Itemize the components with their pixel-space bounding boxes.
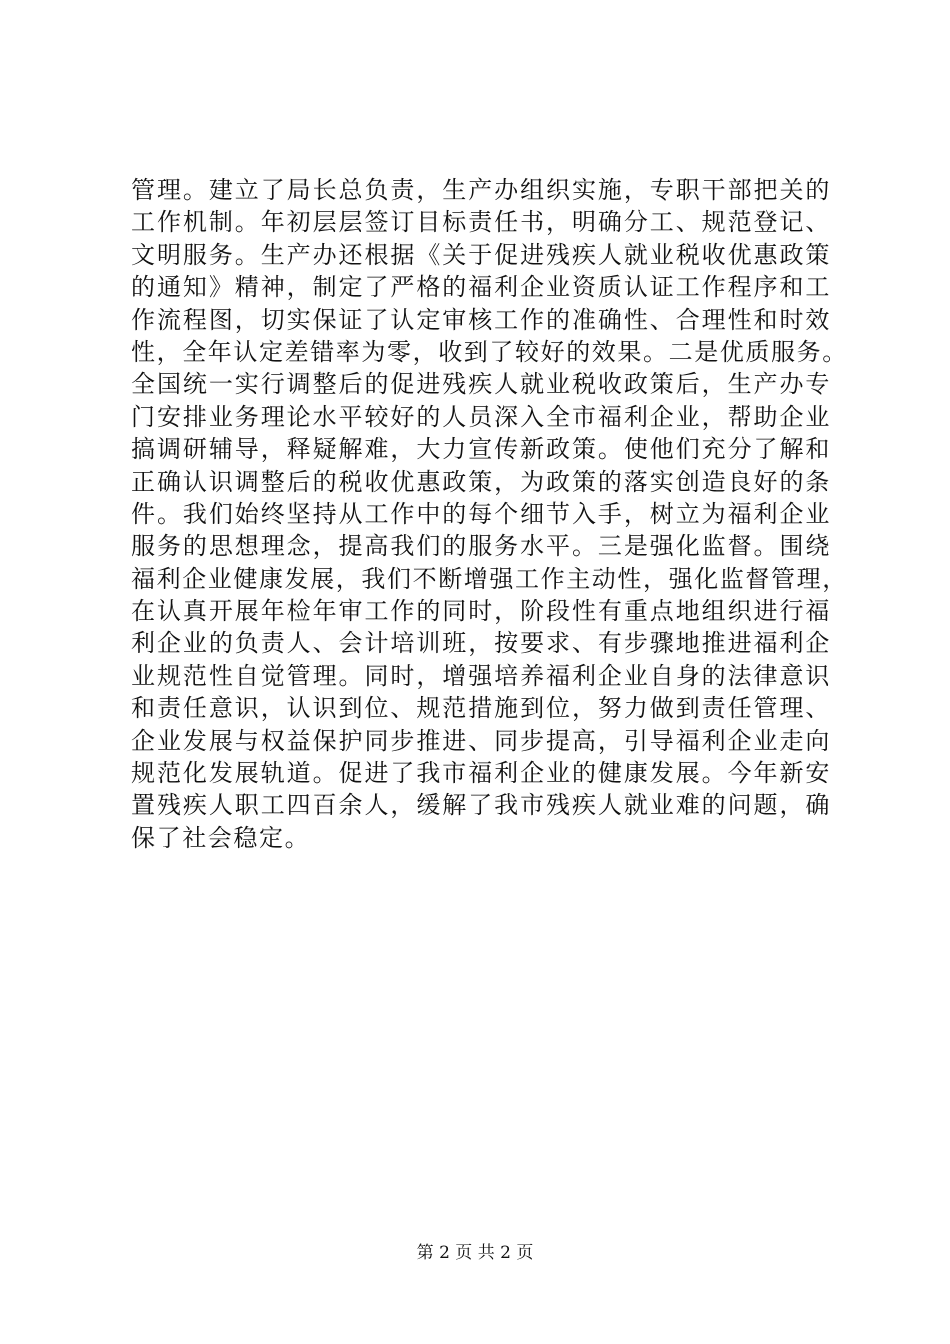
text-line: 和责任意识，认识到位、规范措施到位，努力做到责任管理、 <box>131 694 831 723</box>
text-line: 文明服务。生产办还根据《关于促进残疾人就业税收优惠政策 <box>131 240 831 269</box>
text-line: 置残疾人职工四百余人，缓解了我市残疾人就业难的问题，确 <box>131 791 831 820</box>
text-line: 门安排业务理论水平较好的人员深入全市福利企业，帮助企业 <box>131 402 831 431</box>
text-line: 业规范性自觉管理。同时，增强培养福利企业自身的法律意识 <box>131 661 831 690</box>
text-line: 企业发展与权益保护同步推进、同步提高，引导福利企业走向 <box>131 726 831 755</box>
text-line: 性，全年认定差错率为零，收到了较好的效果。二是优质服务。 <box>131 337 848 366</box>
text-line: 全国统一实行调整后的促进残疾人就业税收政策后，生产办专 <box>131 370 831 399</box>
text-line: 服务的思想理念，提高我们的服务水平。三是强化监督。围绕 <box>131 532 831 561</box>
text-line: 规范化发展轨道。促进了我市福利企业的健康发展。今年新安 <box>131 759 831 788</box>
text-line: 利企业的负责人、会计培训班，按要求、有步骤地推进福利企 <box>131 629 831 658</box>
text-line: 作流程图，切实保证了认定审核工作的准确性、合理性和时效 <box>131 305 831 334</box>
text-line: 工作机制。年初层层签订目标责任书，明确分工、规范登记、 <box>131 208 831 237</box>
text-line: 保了社会稳定。 <box>131 823 311 852</box>
text-line: 福利企业健康发展，我们不断增强工作主动性，强化监督管理， <box>131 564 848 593</box>
page-number-footer: 第 2 页 共 2 页 <box>416 1243 534 1263</box>
text-line: 搞调研辅导，释疑解难，大力宣传新政策。使他们充分了解和 <box>131 435 831 464</box>
body-paragraph <box>131 174 848 854</box>
text-line: 在认真开展年检年审工作的同时，阶段性有重点地组织进行福 <box>131 597 831 626</box>
text-line: 件。我们始终坚持从工作中的每个细节入手，树立为福利企业 <box>131 499 831 528</box>
text-line: 正确认识调整后的税收优惠政策，为政策的落实创造良好的条 <box>131 467 831 496</box>
text-line: 的通知》精神，制定了严格的福利企业资质认证工作程序和工 <box>131 273 831 302</box>
text-line: 管理。建立了局长总负责，生产办组织实施，专职干部把关的 <box>131 176 831 204</box>
